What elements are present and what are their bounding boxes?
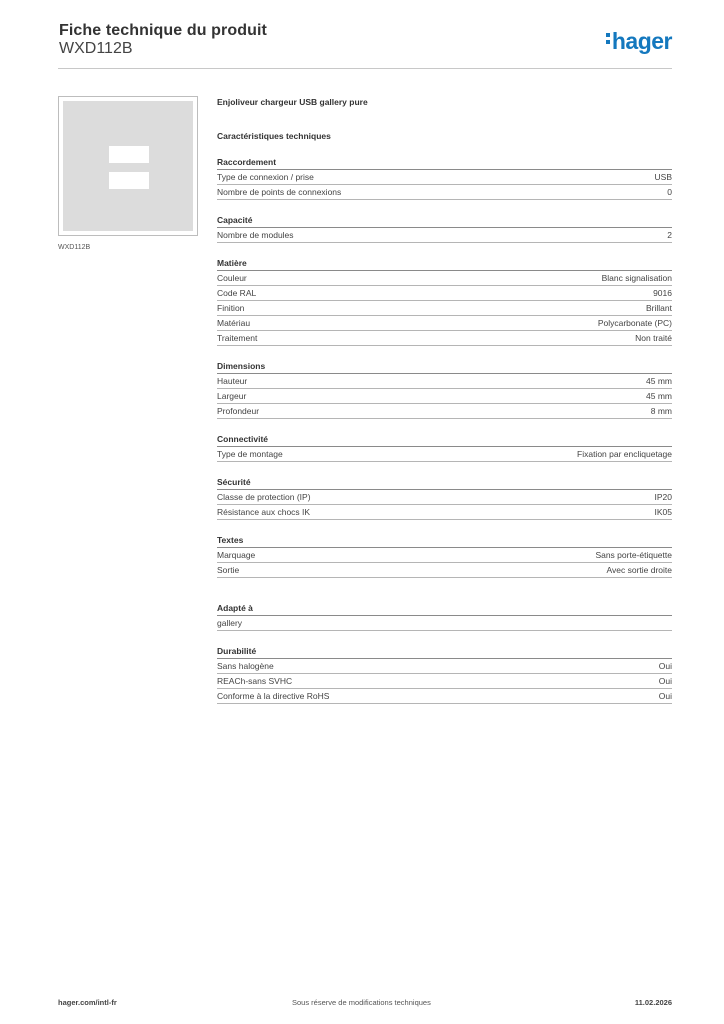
spec-section: [217, 534, 672, 578]
footer-date: 11.02.2026: [634, 998, 672, 1007]
product-plate: [63, 101, 193, 231]
spec-value: Non traité: [635, 333, 672, 343]
spec-label: Matériau: [217, 318, 251, 328]
header-divider: [58, 68, 672, 69]
spec-label: Marquage: [217, 550, 256, 560]
spec-label: Sortie: [217, 565, 240, 575]
spec-row: [217, 659, 672, 674]
spec-row: [217, 374, 672, 389]
spec-value: IP20: [654, 492, 672, 502]
spec-label: gallery: [217, 618, 243, 628]
logo-text: hager: [611, 28, 672, 54]
spec-row: [217, 228, 672, 243]
section-title: Capacité: [217, 214, 672, 228]
spec-label: Couleur: [217, 273, 247, 283]
spec-value: IK05: [654, 507, 672, 517]
usb-port-icon: [109, 146, 149, 163]
spec-label: Type de montage: [217, 449, 283, 459]
spec-row: [217, 389, 672, 404]
spec-value: Sans porte-étiquette: [595, 550, 672, 560]
spec-value: 0: [667, 187, 672, 197]
section-title: Textes: [217, 534, 672, 548]
section-title: Matière: [217, 257, 672, 271]
characteristics-title: Caractéristiques techniques: [217, 131, 331, 141]
spec-section: [217, 602, 672, 631]
spec-section: [217, 257, 672, 346]
spec-value: Oui: [658, 691, 672, 701]
spec-section: [217, 433, 672, 462]
section-title: Connectivité: [217, 433, 672, 447]
section-title: Durabilité: [217, 645, 672, 659]
spec-value: 45 mm: [646, 391, 672, 401]
spec-value: 2: [667, 230, 672, 240]
section-title: Raccordement: [217, 156, 672, 170]
spec-value: Oui: [658, 661, 672, 671]
spec-section: [217, 645, 672, 704]
spec-section: [217, 156, 672, 200]
spec-value: Blanc signalisation: [601, 273, 672, 283]
spec-value: Brillant: [646, 303, 672, 313]
spec-label: Largeur: [217, 391, 247, 401]
spec-label: Nombre de modules: [217, 230, 294, 240]
spec-value: Avec sortie droite: [606, 565, 672, 575]
spec-row: [217, 316, 672, 331]
section-title: Sécurité: [217, 476, 672, 490]
spec-label: Sans halogène: [217, 661, 274, 671]
spec-label: Profondeur: [217, 406, 260, 416]
spec-section: [217, 476, 672, 520]
spec-sections: [217, 156, 672, 704]
product-image: [58, 96, 198, 236]
spec-section: [217, 360, 672, 419]
spec-label: Hauteur: [217, 376, 248, 386]
hager-logo: [606, 28, 672, 55]
spec-row: [217, 331, 672, 346]
section-title: Adapté à: [217, 602, 672, 616]
page-title: Fiche technique du produit: [59, 22, 267, 39]
spec-label: Résistance aux chocs IK: [217, 507, 311, 517]
product-reference: WXD112B: [59, 40, 133, 57]
spec-row: [217, 170, 672, 185]
spec-row: [217, 563, 672, 578]
spec-label: Classe de protection (IP): [217, 492, 311, 502]
spec-row: [217, 286, 672, 301]
spec-label: Conforme à la directive RoHS: [217, 691, 330, 701]
spec-row: [217, 674, 672, 689]
spec-section: [217, 214, 672, 243]
spec-value: Oui: [658, 676, 672, 686]
spec-value: 45 mm: [646, 376, 672, 386]
image-caption: WXD112B: [58, 244, 91, 251]
spec-row: [217, 490, 672, 505]
spec-row: [217, 689, 672, 704]
spec-value: 9016: [653, 288, 672, 298]
usb-port-icon: [109, 172, 149, 189]
spec-value: Polycarbonate (PC): [597, 318, 672, 328]
spec-content: [217, 96, 672, 704]
spec-label: REACh-sans SVHC: [217, 676, 293, 686]
spec-row: [217, 616, 672, 631]
footer-website: hager.com/intl-fr: [58, 998, 117, 1007]
footer-notice: Sous réserve de modifications techniques: [292, 998, 431, 1007]
spec-label: Code RAL: [217, 288, 257, 298]
spec-value: USB: [654, 172, 672, 182]
section-title: Dimensions: [217, 360, 672, 374]
spec-row: [217, 185, 672, 200]
spec-label: Nombre de points de connexions: [217, 187, 342, 197]
spec-row: [217, 301, 672, 316]
spec-row: [217, 404, 672, 419]
spec-label: Traitement: [217, 333, 258, 343]
spec-value: 8 mm: [650, 406, 672, 416]
spec-row: [217, 271, 672, 286]
spec-label: Finition: [217, 303, 245, 313]
spec-value: Fixation par encliquetage: [577, 449, 672, 459]
spec-row: [217, 447, 672, 462]
logo-colon-icon: [606, 30, 610, 47]
spec-label: Type de connexion / prise: [217, 172, 314, 182]
spec-row: [217, 505, 672, 520]
product-name: Enjoliveur chargeur USB gallery pure: [217, 97, 368, 107]
spec-row: [217, 548, 672, 563]
